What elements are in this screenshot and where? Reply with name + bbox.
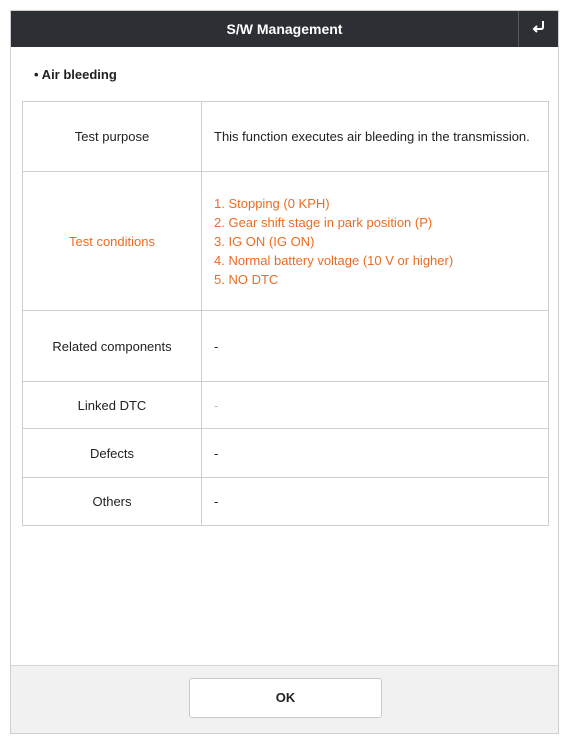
window-title: S/W Management xyxy=(226,21,343,37)
row-value: This function executes air bleeding in the transmission. xyxy=(202,102,549,172)
condition-item: 3. IG ON (IG ON) xyxy=(214,233,315,249)
ok-button[interactable]: OK xyxy=(189,678,382,718)
condition-item: 2. Gear shift stage in park position (P) xyxy=(214,214,433,230)
conditions-list xyxy=(202,172,549,311)
row-value: - xyxy=(202,382,549,429)
row-value: - xyxy=(202,429,549,478)
row-label: Test conditions xyxy=(23,172,202,311)
dialog-footer xyxy=(11,665,558,733)
row-label: Others xyxy=(23,478,202,526)
sw-management-dialog xyxy=(10,10,559,734)
row-value: - xyxy=(202,478,549,526)
row-label: Related components xyxy=(23,311,202,382)
title-bar xyxy=(11,11,558,47)
condition-item: 1. Stopping (0 KPH) xyxy=(214,195,330,211)
row-label: Defects xyxy=(23,429,202,478)
row-label: Test purpose xyxy=(23,102,202,172)
table-row xyxy=(23,382,549,429)
row-label: Linked DTC xyxy=(23,382,202,429)
section-title: • Air bleeding xyxy=(34,67,117,82)
table-row xyxy=(23,478,549,526)
return-arrow-icon xyxy=(531,19,547,40)
condition-item: 4. Normal battery voltage (10 V or higher) xyxy=(214,252,454,268)
info-table xyxy=(22,101,549,526)
table-row xyxy=(23,311,549,382)
row-value: - xyxy=(202,311,549,382)
table-row xyxy=(23,429,549,478)
condition-item: 5. NO DTC xyxy=(214,271,279,287)
table-row xyxy=(23,102,549,172)
table-row xyxy=(23,172,549,311)
back-button[interactable] xyxy=(518,11,558,47)
